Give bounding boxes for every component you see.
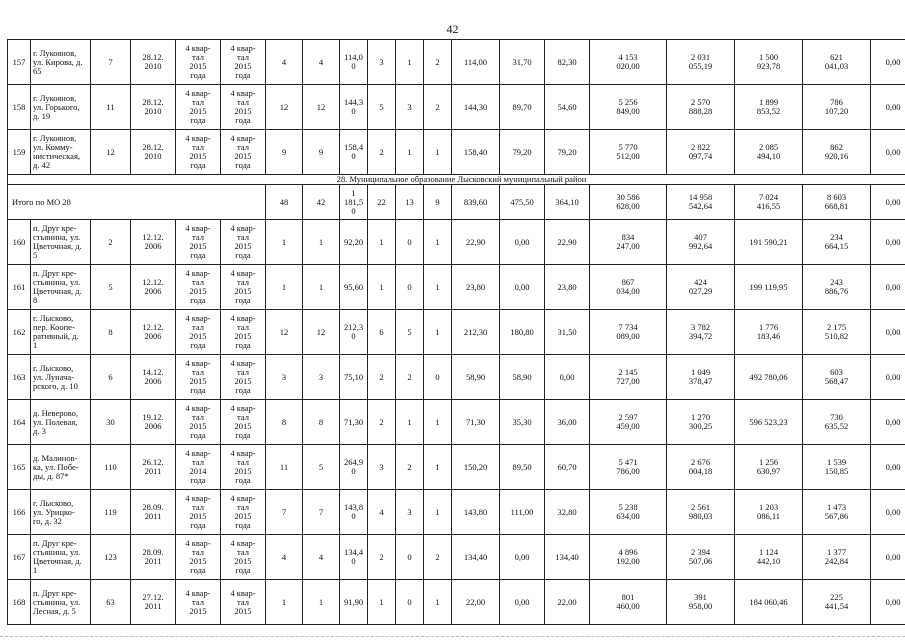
cell-address: д. Малинов- ка, ул. Побе- ды, д. 87* xyxy=(31,445,91,490)
cell-residents: 4 xyxy=(266,535,303,580)
cell-house-area: 71,30 xyxy=(340,400,368,445)
cell-area-resettled: 22,90 xyxy=(452,220,500,265)
table-row xyxy=(8,265,905,310)
total-row xyxy=(8,185,905,220)
cell-area-resettled: 212,30 xyxy=(452,310,500,355)
page-edge-divider xyxy=(0,636,905,637)
cell-planned-date: 4 квар- тал 2015 xyxy=(176,580,221,625)
cell-planned-date: 4 квар- тал 2015 года xyxy=(176,310,221,355)
table-row xyxy=(8,85,905,130)
cell-rooms-private: 5 xyxy=(396,310,424,355)
cell-local: 2 175 510,82 xyxy=(803,310,871,355)
cell-local: 862 920,16 xyxy=(803,130,871,175)
cell-cost: 834 247,00 xyxy=(590,220,667,265)
cell-area-private: 89,70 xyxy=(500,85,545,130)
cell-fund: 2 570 888,28 xyxy=(667,85,735,130)
table-row xyxy=(8,310,905,355)
cell-extra: 0,00 xyxy=(871,490,905,535)
cell-local: 234 664,15 xyxy=(803,220,871,265)
cell-doc-date: 14.12. 2006 xyxy=(131,355,176,400)
cell-row-number: 157 xyxy=(8,40,31,85)
cell-area-municipal: 82,30 xyxy=(545,40,590,85)
total-residents: 48 xyxy=(266,185,303,220)
section-block xyxy=(8,175,905,220)
cell-area-private: 180,80 xyxy=(500,310,545,355)
cell-doc-date: 19.12. 2006 xyxy=(131,400,176,445)
cell-doc-date: 28.12. 2010 xyxy=(131,40,176,85)
cell-area-resettled: 71,30 xyxy=(452,400,500,445)
cell-area-municipal: 23,80 xyxy=(545,265,590,310)
table-row xyxy=(8,535,905,580)
cell-house-area: 92,20 xyxy=(340,220,368,265)
cell-row-number: 158 xyxy=(8,85,31,130)
cell-extra: 0,00 xyxy=(871,355,905,400)
cell-region: 1 500 923,78 xyxy=(735,40,803,85)
cell-cost: 5 770 512,00 xyxy=(590,130,667,175)
cell-area-resettled: 23,80 xyxy=(452,265,500,310)
cell-resettled: 8 xyxy=(303,400,340,445)
cell-fund: 2 822 097,74 xyxy=(667,130,735,175)
cell-doc-number: 30 xyxy=(91,400,131,445)
cell-cost: 2 597 459,00 xyxy=(590,400,667,445)
cell-extra: 0,00 xyxy=(871,130,905,175)
cell-resettled: 5 xyxy=(303,445,340,490)
cell-rooms-municipal: 1 xyxy=(424,445,452,490)
cell-doc-number: 119 xyxy=(91,490,131,535)
cell-row-number: 162 xyxy=(8,310,31,355)
cell-doc-number: 63 xyxy=(91,580,131,625)
housing-register-table xyxy=(7,39,905,625)
cell-cost: 867 034,00 xyxy=(590,265,667,310)
cell-resettle-date: 4 квар- тал 2015 года xyxy=(221,535,266,580)
cell-rooms: 3 xyxy=(368,445,396,490)
table-row xyxy=(8,400,905,445)
cell-local: 621 041,03 xyxy=(803,40,871,85)
cell-doc-number: 2 xyxy=(91,220,131,265)
cell-rooms-municipal: 1 xyxy=(424,400,452,445)
cell-residents: 1 xyxy=(266,265,303,310)
cell-residents: 1 xyxy=(266,220,303,265)
cell-rooms-private: 3 xyxy=(396,85,424,130)
cell-resettle-date: 4 квар- тал 2015 года xyxy=(221,310,266,355)
cell-house-area: 212,3 0 xyxy=(340,310,368,355)
cell-planned-date: 4 квар- тал 2015 года xyxy=(176,535,221,580)
total-rooms-municipal: 9 xyxy=(424,185,452,220)
cell-area-resettled: 22,00 xyxy=(452,580,500,625)
cell-rooms: 1 xyxy=(368,580,396,625)
cell-resettle-date: 4 квар- тал 2015 года xyxy=(221,220,266,265)
cell-area-municipal: 22,00 xyxy=(545,580,590,625)
cell-resettled: 1 xyxy=(303,265,340,310)
cell-area-private: 0,00 xyxy=(500,535,545,580)
cell-resettled: 1 xyxy=(303,580,340,625)
cell-doc-date: 12.12. 2006 xyxy=(131,265,176,310)
cell-region: 596 523,23 xyxy=(735,400,803,445)
cell-region: 1 124 442,10 xyxy=(735,535,803,580)
cell-area-municipal: 22,90 xyxy=(545,220,590,265)
cell-resettle-date: 4 квар- тал 2015 года xyxy=(221,265,266,310)
cell-resettled: 4 xyxy=(303,535,340,580)
cell-extra: 0,00 xyxy=(871,265,905,310)
cell-planned-date: 4 квар- тал 2015 года xyxy=(176,40,221,85)
cell-area-resettled: 143,80 xyxy=(452,490,500,535)
cell-region: 1 256 630,97 xyxy=(735,445,803,490)
cell-address: п. Друг кре- стьянина, ул. Цветочная, д. 8 xyxy=(31,265,91,310)
cell-rooms-private: 2 xyxy=(396,355,424,400)
cell-planned-date: 4 квар- тал 2015 года xyxy=(176,355,221,400)
cell-rooms: 1 xyxy=(368,220,396,265)
cell-area-resettled: 144,30 xyxy=(452,85,500,130)
cell-resettled: 9 xyxy=(303,130,340,175)
cell-row-number: 159 xyxy=(8,130,31,175)
cell-extra: 0,00 xyxy=(871,445,905,490)
cell-address: г. Лукоянов, ул. Комму- нистическая, д. 42 xyxy=(31,130,91,175)
cell-doc-number: 7 xyxy=(91,40,131,85)
total-cost: 30 586 628,00 xyxy=(590,185,667,220)
cell-fund: 2 676 004,18 xyxy=(667,445,735,490)
cell-cost: 5 256 849,00 xyxy=(590,85,667,130)
total-rooms: 22 xyxy=(368,185,396,220)
cell-area-municipal: 134,40 xyxy=(545,535,590,580)
cell-planned-date: 4 квар- тал 2015 года xyxy=(176,400,221,445)
cell-local: 225 441,54 xyxy=(803,580,871,625)
cell-residents: 3 xyxy=(266,355,303,400)
cell-row-number: 167 xyxy=(8,535,31,580)
total-fund: 14 958 542,64 xyxy=(667,185,735,220)
cell-fund: 407 992,64 xyxy=(667,220,735,265)
cell-house-area: 143,8 0 xyxy=(340,490,368,535)
cell-rooms-municipal: 2 xyxy=(424,535,452,580)
cell-cost: 5 238 634,00 xyxy=(590,490,667,535)
total-label: Итого по МО 28 xyxy=(8,185,266,220)
cell-planned-date: 4 квар- тал 2015 года xyxy=(176,490,221,535)
cell-rooms-private: 1 xyxy=(396,400,424,445)
table-row xyxy=(8,355,905,400)
cell-planned-date: 4 квар- тал 2015 года xyxy=(176,265,221,310)
cell-rooms-private: 0 xyxy=(396,220,424,265)
cell-fund: 2 561 980,03 xyxy=(667,490,735,535)
cell-fund: 3 782 394,72 xyxy=(667,310,735,355)
cell-rooms-private: 1 xyxy=(396,40,424,85)
cell-extra: 0,00 xyxy=(871,310,905,355)
cell-residents: 9 xyxy=(266,130,303,175)
cell-address: г. Лукоянов, ул. Горького, д. 19 xyxy=(31,85,91,130)
cell-fund: 2 031 055,19 xyxy=(667,40,735,85)
cell-doc-number: 5 xyxy=(91,265,131,310)
cell-residents: 4 xyxy=(266,40,303,85)
cell-doc-date: 12.12. 2006 xyxy=(131,310,176,355)
cell-doc-number: 12 xyxy=(91,130,131,175)
cell-row-number: 165 xyxy=(8,445,31,490)
cell-residents: 12 xyxy=(266,85,303,130)
cell-house-area: 91,90 xyxy=(340,580,368,625)
cell-rooms: 6 xyxy=(368,310,396,355)
cell-local: 1 377 242,84 xyxy=(803,535,871,580)
cell-rooms: 2 xyxy=(368,355,396,400)
section-title: 28. Муниципальное образование Лысковский муниципальный район xyxy=(8,175,905,185)
cell-resettled: 7 xyxy=(303,490,340,535)
cell-residents: 11 xyxy=(266,445,303,490)
cell-area-municipal: 79,20 xyxy=(545,130,590,175)
cell-resettle-date: 4 квар- тал 2015 года xyxy=(221,130,266,175)
cell-area-resettled: 150,20 xyxy=(452,445,500,490)
cell-resettle-date: 4 квар- тал 2015 xyxy=(221,580,266,625)
cell-cost: 801 460,00 xyxy=(590,580,667,625)
cell-rooms: 3 xyxy=(368,40,396,85)
cell-rooms-private: 0 xyxy=(396,580,424,625)
cell-region: 184 060,46 xyxy=(735,580,803,625)
cell-rooms-municipal: 0 xyxy=(424,355,452,400)
cell-region: 1 203 086,11 xyxy=(735,490,803,535)
cell-area-resettled: 58,90 xyxy=(452,355,500,400)
cell-row-number: 163 xyxy=(8,355,31,400)
cell-local: 243 886,76 xyxy=(803,265,871,310)
cell-rooms-municipal: 1 xyxy=(424,310,452,355)
cell-rooms-municipal: 1 xyxy=(424,265,452,310)
cell-residents: 1 xyxy=(266,580,303,625)
cell-region: 492 780,06 xyxy=(735,355,803,400)
cell-address: г. Лукоянов, ул. Кирова, д. 65 xyxy=(31,40,91,85)
cell-doc-date: 27.12. 2011 xyxy=(131,580,176,625)
cell-fund: 2 394 507,06 xyxy=(667,535,735,580)
cell-row-number: 160 xyxy=(8,220,31,265)
cell-house-area: 144,3 0 xyxy=(340,85,368,130)
total-area-municipal: 364,10 xyxy=(545,185,590,220)
cell-address: г. Лысково, ул. Урицко- го, д. 32 xyxy=(31,490,91,535)
cell-area-private: 111,00 xyxy=(500,490,545,535)
cell-cost: 4 153 020,00 xyxy=(590,40,667,85)
cell-rooms-municipal: 1 xyxy=(424,580,452,625)
cell-area-municipal: 36,00 xyxy=(545,400,590,445)
cell-rooms-private: 0 xyxy=(396,535,424,580)
cell-planned-date: 4 квар- тал 2015 года xyxy=(176,85,221,130)
table-row xyxy=(8,490,905,535)
cell-cost: 7 734 089,00 xyxy=(590,310,667,355)
cell-doc-date: 28.09. 2011 xyxy=(131,535,176,580)
cell-local: 1 473 567,86 xyxy=(803,490,871,535)
cell-resettled: 12 xyxy=(303,85,340,130)
cell-rooms-municipal: 1 xyxy=(424,130,452,175)
total-extra: 0,00 xyxy=(871,185,905,220)
cell-area-private: 58,90 xyxy=(500,355,545,400)
cell-rooms: 4 xyxy=(368,490,396,535)
cell-rooms-municipal: 2 xyxy=(424,40,452,85)
cell-fund: 1 270 300,25 xyxy=(667,400,735,445)
cell-residents: 7 xyxy=(266,490,303,535)
cell-extra: 0,00 xyxy=(871,220,905,265)
cell-area-private: 0,00 xyxy=(500,220,545,265)
cell-house-area: 158,4 0 xyxy=(340,130,368,175)
cell-doc-number: 110 xyxy=(91,445,131,490)
cell-house-area: 264,9 0 xyxy=(340,445,368,490)
cell-address: г. Лысково, ул. Лунача- рского, д. 10 xyxy=(31,355,91,400)
cell-rooms-private: 0 xyxy=(396,265,424,310)
cell-local: 1 539 150,85 xyxy=(803,445,871,490)
cell-area-private: 31,70 xyxy=(500,40,545,85)
cell-area-private: 0,00 xyxy=(500,580,545,625)
cell-resettled: 3 xyxy=(303,355,340,400)
cell-planned-date: 4 квар- тал 2015 года xyxy=(176,130,221,175)
table-row xyxy=(8,130,905,175)
cell-area-private: 89,50 xyxy=(500,445,545,490)
cell-local: 786 107,20 xyxy=(803,85,871,130)
cell-extra: 0,00 xyxy=(871,535,905,580)
cell-doc-date: 12.12. 2006 xyxy=(131,220,176,265)
cell-fund: 1 049 378,47 xyxy=(667,355,735,400)
total-area-resettled: 839,60 xyxy=(452,185,500,220)
cell-cost: 2 145 727,00 xyxy=(590,355,667,400)
cell-extra: 0,00 xyxy=(871,40,905,85)
cell-rooms: 1 xyxy=(368,265,396,310)
cell-resettle-date: 4 квар- тал 2015 года xyxy=(221,85,266,130)
cell-extra: 0,00 xyxy=(871,85,905,130)
cell-row-number: 166 xyxy=(8,490,31,535)
cell-address: д. Неверово, ул. Полевая, д. 3 xyxy=(31,400,91,445)
cell-rooms-municipal: 1 xyxy=(424,490,452,535)
cell-area-municipal: 0,00 xyxy=(545,355,590,400)
cell-doc-number: 6 xyxy=(91,355,131,400)
cell-cost: 5 471 786,00 xyxy=(590,445,667,490)
page-number: 42 xyxy=(446,22,459,36)
total-local: 8 603 668,81 xyxy=(803,185,871,220)
cell-region: 1 899 853,52 xyxy=(735,85,803,130)
cell-resettle-date: 4 квар- тал 2015 года xyxy=(221,355,266,400)
total-resettled: 42 xyxy=(303,185,340,220)
cell-area-private: 79,20 xyxy=(500,130,545,175)
cell-rooms-municipal: 1 xyxy=(424,220,452,265)
cell-rooms-private: 2 xyxy=(396,445,424,490)
cell-resettle-date: 4 квар- тал 2015 года xyxy=(221,490,266,535)
cell-area-private: 0,00 xyxy=(500,265,545,310)
cell-area-municipal: 32,80 xyxy=(545,490,590,535)
cell-doc-date: 28.09. 2011 xyxy=(131,490,176,535)
cell-row-number: 161 xyxy=(8,265,31,310)
top-rows xyxy=(8,40,905,175)
total-region: 7 024 416,55 xyxy=(735,185,803,220)
cell-area-private: 35,30 xyxy=(500,400,545,445)
cell-planned-date: 4 квар- тал 2014 года xyxy=(176,445,221,490)
cell-area-municipal: 60,70 xyxy=(545,445,590,490)
cell-house-area: 114,0 0 xyxy=(340,40,368,85)
cell-house-area: 75,10 xyxy=(340,355,368,400)
cell-cost: 4 896 192,00 xyxy=(590,535,667,580)
cell-doc-date: 28.12. 2010 xyxy=(131,130,176,175)
cell-local: 603 568,47 xyxy=(803,355,871,400)
cell-doc-number: 8 xyxy=(91,310,131,355)
total-area: 1 181,5 0 xyxy=(340,185,368,220)
cell-resettled: 12 xyxy=(303,310,340,355)
cell-row-number: 168 xyxy=(8,580,31,625)
cell-resettled: 1 xyxy=(303,220,340,265)
total-area-private: 475,50 xyxy=(500,185,545,220)
bottom-rows xyxy=(8,220,905,625)
cell-address: г. Лысково, пер. Коопе- ративный, д. 1 xyxy=(31,310,91,355)
cell-house-area: 134,4 0 xyxy=(340,535,368,580)
cell-address: п. Друг кре- стьянина, ул. Лесная, д. 5 xyxy=(31,580,91,625)
cell-rooms: 2 xyxy=(368,535,396,580)
cell-house-area: 95,60 xyxy=(340,265,368,310)
cell-area-resettled: 158,40 xyxy=(452,130,500,175)
cell-extra: 0,00 xyxy=(871,400,905,445)
cell-rooms: 2 xyxy=(368,130,396,175)
cell-residents: 12 xyxy=(266,310,303,355)
cell-rooms: 2 xyxy=(368,400,396,445)
cell-region: 2 085 494,10 xyxy=(735,130,803,175)
cell-address: п. Друг кре- стьянина, ул. Цветочная, д. 1 xyxy=(31,535,91,580)
cell-planned-date: 4 квар- тал 2015 года xyxy=(176,220,221,265)
total-rooms-private: 13 xyxy=(396,185,424,220)
cell-doc-date: 28.12. 2010 xyxy=(131,85,176,130)
cell-doc-number: 123 xyxy=(91,535,131,580)
cell-residents: 8 xyxy=(266,400,303,445)
cell-resettled: 4 xyxy=(303,40,340,85)
cell-resettle-date: 4 квар- тал 2015 года xyxy=(221,40,266,85)
cell-region: 1 776 183,46 xyxy=(735,310,803,355)
cell-address: п. Друг кре- стьянина, ул. Цветочная, д. 5 xyxy=(31,220,91,265)
cell-rooms-municipal: 2 xyxy=(424,85,452,130)
cell-doc-number: 11 xyxy=(91,85,131,130)
cell-row-number: 164 xyxy=(8,400,31,445)
cell-rooms-private: 3 xyxy=(396,490,424,535)
cell-fund: 424 027,29 xyxy=(667,265,735,310)
table-row xyxy=(8,220,905,265)
cell-extra: 0,00 xyxy=(871,580,905,625)
cell-area-municipal: 54,60 xyxy=(545,85,590,130)
table-row xyxy=(8,580,905,625)
cell-local: 730 635,52 xyxy=(803,400,871,445)
cell-area-resettled: 134,40 xyxy=(452,535,500,580)
cell-rooms-private: 1 xyxy=(396,130,424,175)
cell-area-municipal: 31,50 xyxy=(545,310,590,355)
cell-resettle-date: 4 квар- тал 2015 года xyxy=(221,400,266,445)
cell-resettle-date: 4 квар- тал 2015 года xyxy=(221,445,266,490)
cell-fund: 391 958,00 xyxy=(667,580,735,625)
cell-doc-date: 26.12. 2011 xyxy=(131,445,176,490)
cell-area-resettled: 114,00 xyxy=(452,40,500,85)
table-row xyxy=(8,40,905,85)
table-row xyxy=(8,445,905,490)
cell-rooms: 5 xyxy=(368,85,396,130)
cell-region: 199 119,95 xyxy=(735,265,803,310)
cell-region: 191 590,21 xyxy=(735,220,803,265)
